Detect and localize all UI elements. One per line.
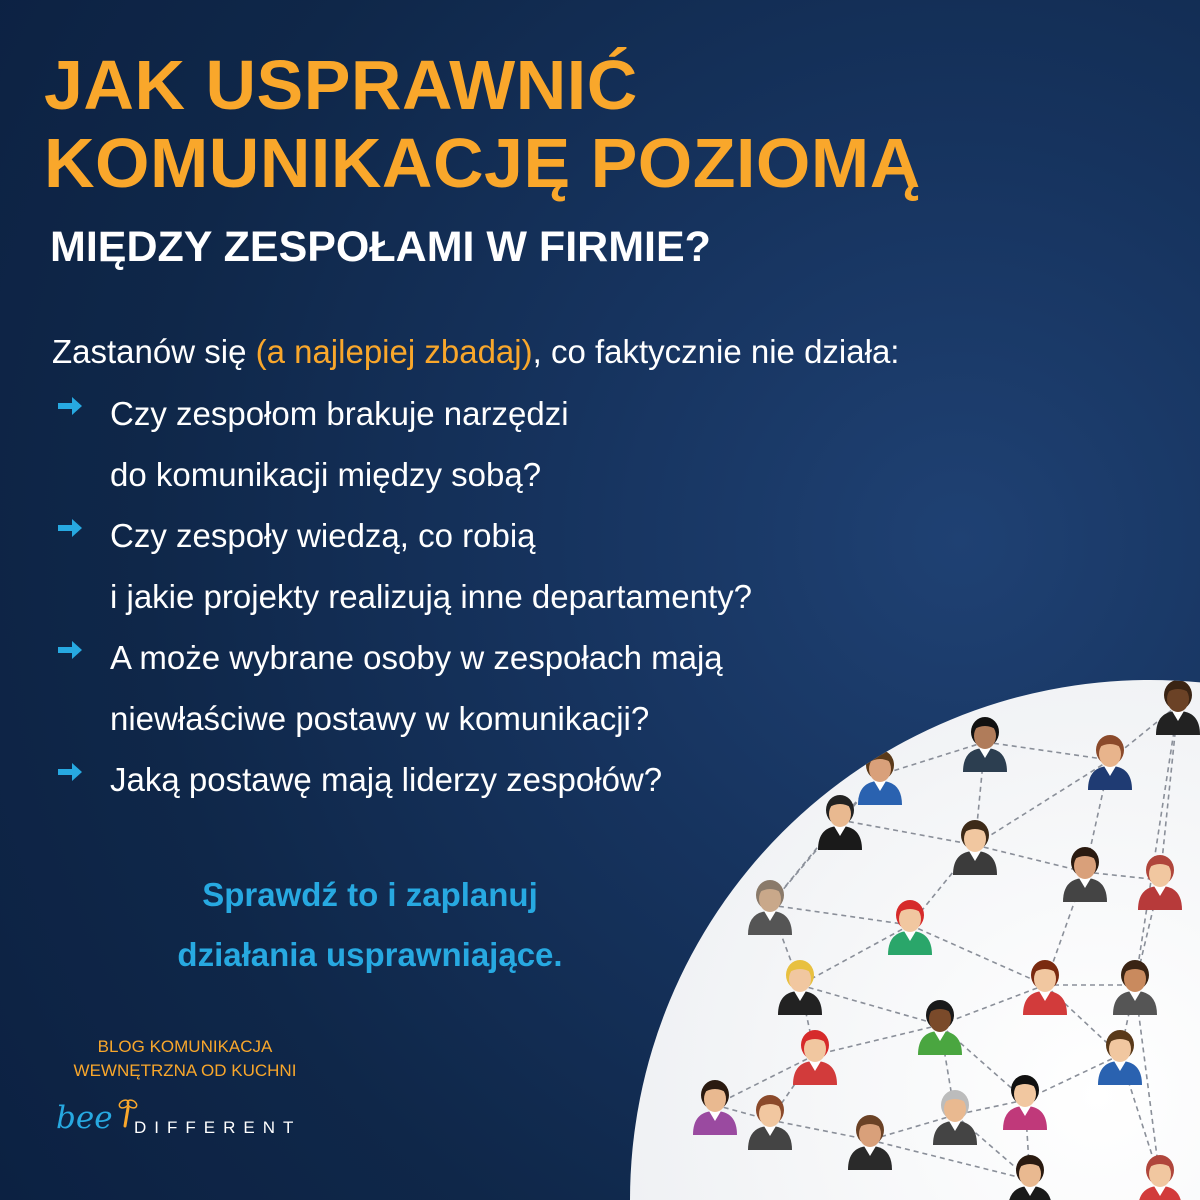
- page-title: [44, 46, 921, 202]
- brand-bee-text: bee: [56, 1100, 113, 1136]
- cta-line-2: działania usprawniające.: [177, 936, 563, 973]
- blog-line-1: BLOG KOMUNIKACJA: [97, 1037, 273, 1056]
- title-line-2: KOMUNIKACJĘ POZIOMĄ: [44, 124, 921, 202]
- intro-after: , co faktycznie nie działa:: [532, 333, 900, 370]
- question-item: [52, 627, 752, 749]
- blog-label: [40, 1035, 330, 1083]
- intro-text: [52, 330, 899, 374]
- arrow-right-icon: [56, 517, 84, 539]
- arrow-right-icon: [56, 761, 84, 783]
- intro-highlight: (a najlepiej zbadaj): [255, 333, 533, 370]
- cta-line-1: Sprawdź to i zaplanuj: [202, 876, 538, 913]
- question-item: [52, 749, 752, 810]
- arrow-right-icon: [56, 395, 84, 417]
- intro-before: Zastanów się: [52, 333, 256, 370]
- question-line: Czy zespołom brakuje narzędzi: [110, 395, 569, 432]
- question-line: do komunikacji między sobą?: [110, 456, 542, 493]
- brand-different-text: DIFFERENT: [134, 1118, 302, 1137]
- call-to-action: [120, 865, 620, 985]
- title-line-1: JAK USPRAWNIĆ: [44, 46, 638, 124]
- question-list: [52, 383, 752, 810]
- question-item: [52, 505, 752, 627]
- page-subtitle: MIĘDZY ZESPOŁAMI W FIRMIE?: [50, 223, 711, 271]
- arrow-right-icon: [56, 639, 84, 661]
- question-line: i jakie projekty realizują inne departamenty?: [110, 578, 753, 615]
- question-line: A może wybrane osoby w zespołach mają: [110, 639, 723, 676]
- question-line: Czy zespoły wiedzą, co robią: [110, 517, 536, 554]
- question-line: niewłaściwe postawy w komunikacji?: [110, 700, 650, 737]
- question-line: Jaką postawę mają liderzy zespołów?: [110, 761, 663, 798]
- blog-line-2: WEWNĘTRZNA OD KUCHNI: [73, 1061, 297, 1080]
- question-item: [52, 383, 752, 505]
